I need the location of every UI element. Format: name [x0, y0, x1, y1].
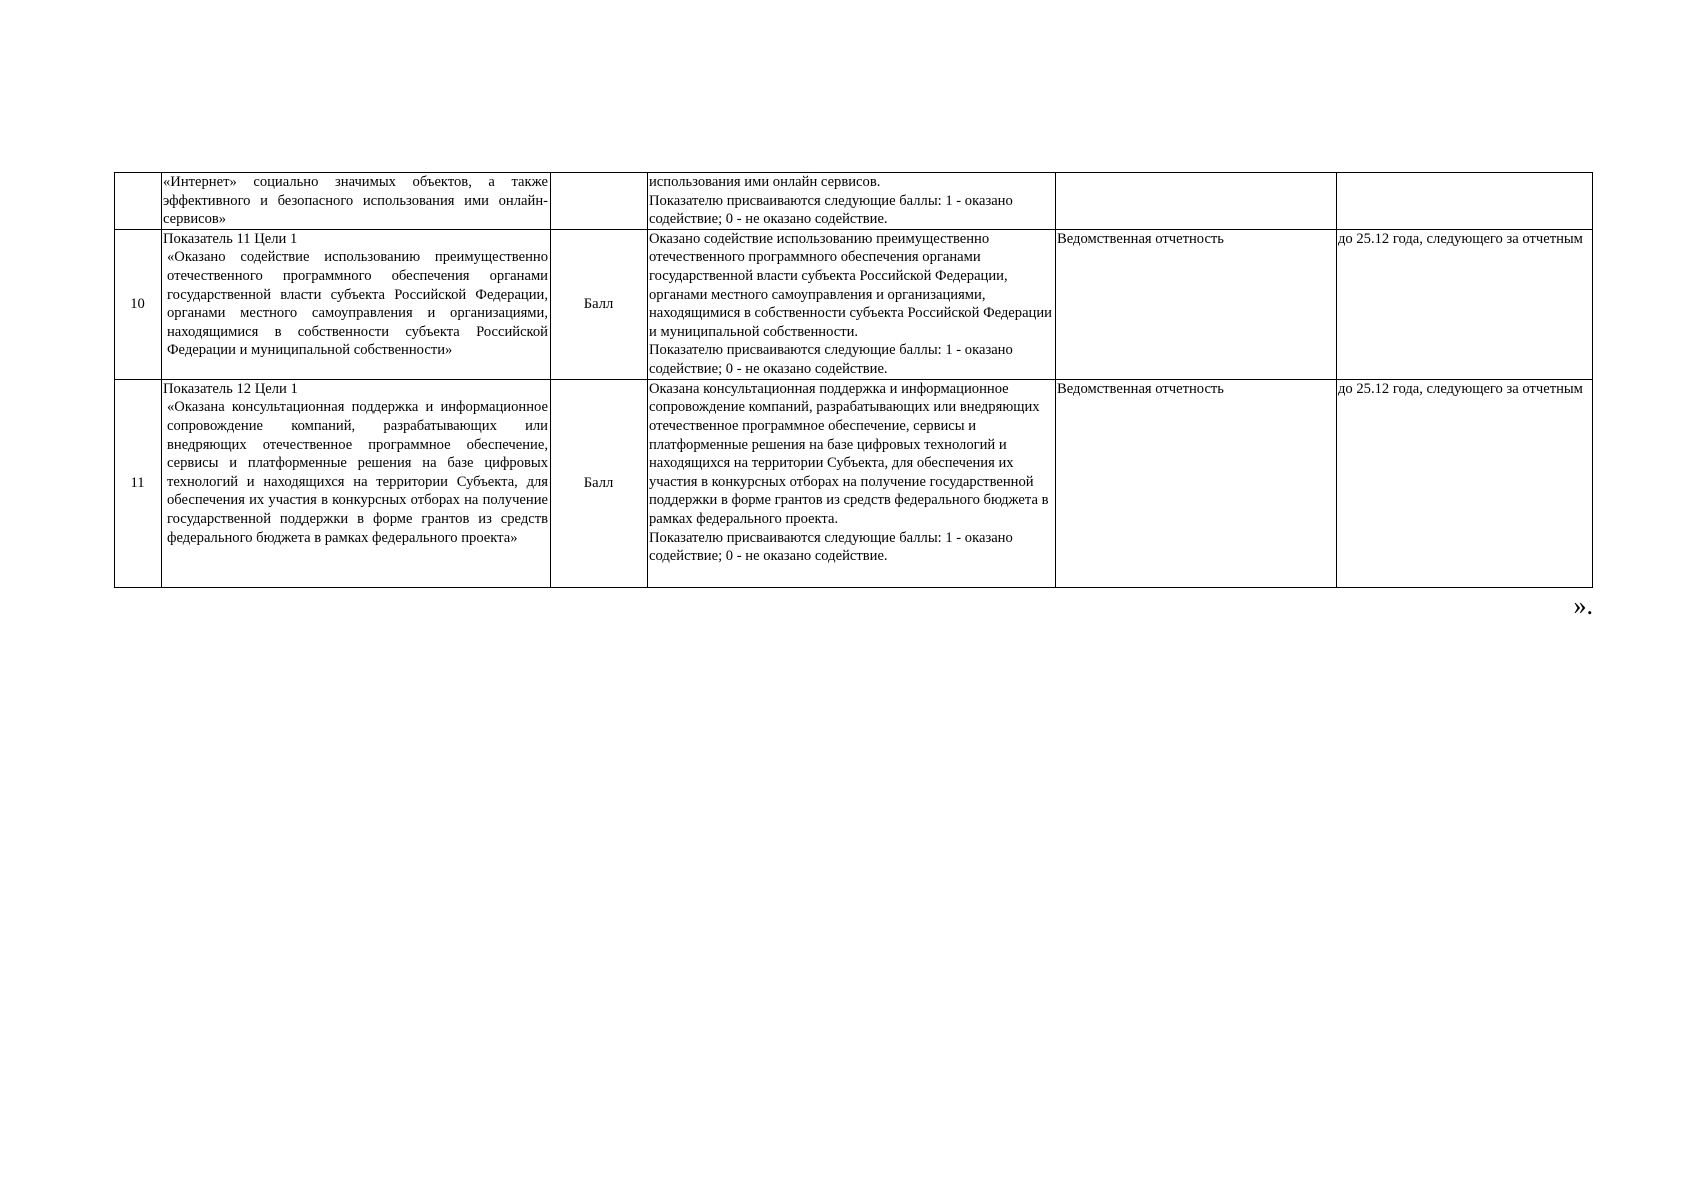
indicator-name-cell: «Интернет» социально значимых объектов, а также эффективного и безопасного использования ими онлайн-сервисов»: [162, 173, 551, 230]
unit-cell: [551, 173, 648, 230]
data-source-cell: Ведомственная отчетность: [1056, 379, 1337, 587]
method-paragraph: Показателю присваиваются следующие баллы: 1 - оказано содействие; 0 - не оказано содействие.: [649, 529, 1013, 565]
deadline-cell: до 25.12 года, следующего за отчетным: [1337, 229, 1593, 379]
closing-quote-mark: ».: [1573, 591, 1593, 620]
indicator-name-cell: [162, 379, 551, 587]
calculation-method-cell: [648, 229, 1056, 379]
indicator-name-cell: [162, 229, 551, 379]
method-paragraph: Оказано содействие использованию преимущественно отечественного программного обеспечения органами государственной власти субъекта Российской Федерации, органами местного самоуправления и организациями, находящимися в собственности субъекта Российской Федерации и муниципальной собственности.: [649, 230, 1052, 340]
unit-cell: Балл: [551, 379, 648, 587]
indicator-title: Показатель 12 Цели 1: [163, 380, 298, 397]
data-source-cell: Ведомственная отчетность: [1056, 229, 1337, 379]
row-number-cell: 11: [115, 379, 162, 587]
method-paragraph: использования ими онлайн сервисов.: [649, 174, 881, 190]
indicator-description: «Оказано содействие использованию преимущественно отечественного программного обеспечения органами государственной власти субъекта Российской Федерации, органами местного самоуправления и организациями, находящимися в собственности субъекта Российской Федерации и муниципальной собственности»: [167, 249, 548, 359]
deadline-cell: [1337, 173, 1593, 230]
method-paragraph: Показателю присваиваются следующие баллы: 1 - оказано содействие; 0 - не оказано содействие.: [649, 192, 1013, 228]
indicator-title: Показатель 11 Цели 1: [163, 230, 298, 247]
unit-cell: Балл: [551, 229, 648, 379]
row-number-cell: [115, 173, 162, 230]
table-row: [115, 173, 1593, 230]
method-paragraph: Показателю присваиваются следующие баллы: 1 - оказано содействие; 0 - не оказано содействие.: [649, 342, 1013, 377]
data-source-cell: [1056, 173, 1337, 230]
deadline-cell: до 25.12 года, следующего за отчетным: [1337, 379, 1593, 587]
method-paragraph: Оказана консультационная поддержка и информационное сопровождение компаний, разрабатывающих или внедряющих отечественное программное обеспечение, сервисы и платформенные решения на базе цифровых технологий и находящихся на территории Субъекта, для обеспечения их участия в конкурсных отборах на получение государственной поддержки в форме грантов из средств федерального бюджета в рамках федерального проекта.: [649, 380, 1049, 527]
indicators-table: [114, 172, 1593, 588]
table-row: [115, 229, 1593, 379]
calculation-method-cell: [648, 379, 1056, 587]
table-row: [115, 379, 1593, 587]
row-number-cell: 10: [115, 229, 162, 379]
indicator-description: «Оказана консультационная поддержка и информационное сопровождение компаний, разрабатывающих или внедряющих отечественное программное обеспечение, сервисы и платформенные решения на базе цифровых технологий и находящихся на территории Субъекта, для обеспечения их участия в конкурсных отборах на получение государственной поддержки в форме грантов из средств федерального бюджета в рамках федерального проекта»: [167, 399, 548, 546]
calculation-method-cell: [648, 173, 1056, 230]
